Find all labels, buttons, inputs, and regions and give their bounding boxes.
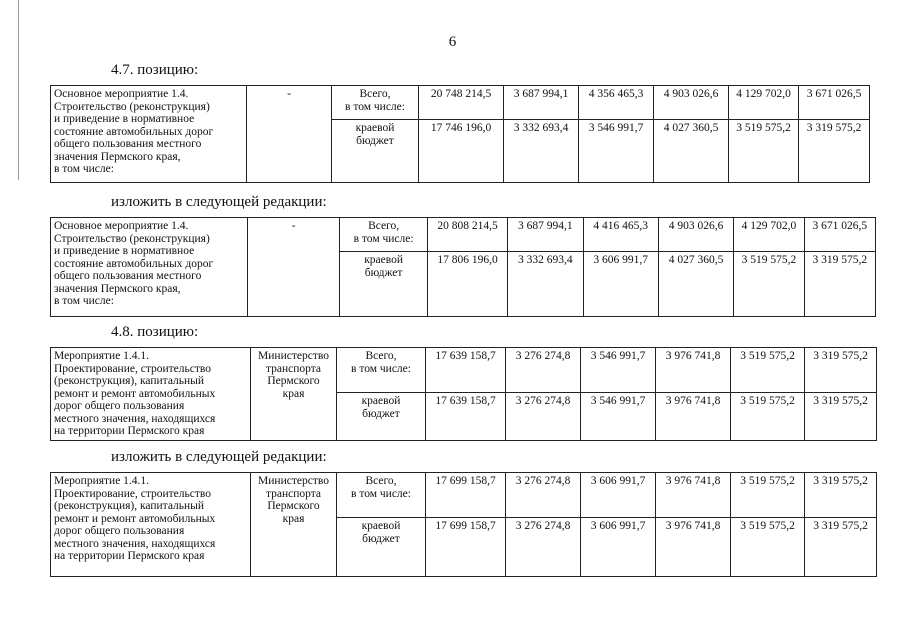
- value-cell: 3 319 575,2: [799, 120, 870, 183]
- value-cell: 3 687 994,1: [508, 218, 583, 252]
- value-cell: 4 903 026,6: [658, 218, 733, 252]
- funding-source: краевой бюджет: [364, 254, 403, 279]
- value-cell: 17 639 158,7: [426, 393, 506, 440]
- value-cell: 17 699 158,7: [426, 518, 506, 577]
- value-cell: 3 546 991,7: [581, 348, 656, 393]
- measure-name: Мероприятие 1.4.1. Проектирование, строительство (реконструкция), капитальный ремонт и ремонт автомобильных дорог общего пользования местного значения, находящихся на территории Пермского края: [54, 475, 216, 562]
- executor: Министерство транспорта Пермского края: [258, 350, 329, 400]
- scan-edge-line: [18, 0, 19, 180]
- value-cell: 4 356 465,3: [579, 86, 654, 120]
- value-cell: 3 519 575,2: [729, 120, 799, 183]
- table-4-7-new: [50, 217, 876, 317]
- value-cell: 3 519 575,2: [731, 518, 805, 577]
- funding-source-cell: [337, 393, 426, 440]
- value-cell: 3 671 026,5: [799, 86, 870, 120]
- table-4-7-old: [50, 85, 870, 183]
- value-cell: 3 276 274,8: [506, 348, 581, 393]
- value-cell: 3 546 991,7: [581, 393, 656, 440]
- value-cell: 3 976 741,8: [656, 393, 731, 440]
- funding-source-cell: [337, 473, 426, 518]
- table-row: [51, 86, 870, 120]
- executor-cell: [251, 473, 337, 577]
- value-cell: 4 416 465,3: [583, 218, 658, 252]
- value-cell: 3 276 274,8: [506, 393, 581, 440]
- measure-name-cell: [51, 348, 251, 441]
- measure-name: Основное мероприятие 1.4. Строительство (реконструкция) и приведение в нормативное состояние автомобильных дорог общего пользования местного значения Пермского края, в том числе:: [54, 88, 214, 175]
- value-cell: 4 129 702,0: [729, 86, 799, 120]
- funding-source: Всего, в том числе:: [353, 220, 414, 245]
- measure-name-cell: [51, 218, 248, 317]
- value-cell: 3 276 274,8: [506, 518, 581, 577]
- value-cell: 17 639 158,7: [426, 348, 506, 393]
- value-cell: 3 519 575,2: [731, 348, 805, 393]
- funding-source-cell: [340, 218, 427, 252]
- value-cell: 3 606 991,7: [583, 252, 658, 317]
- value-cell: 17 699 158,7: [426, 473, 506, 518]
- value-cell: 3 976 741,8: [656, 518, 731, 577]
- executor: Министерство транспорта Пермского края: [258, 475, 329, 525]
- value-cell: 3 332 693,4: [504, 120, 579, 183]
- funding-source-cell: [337, 348, 426, 393]
- funding-source: краевой бюджет: [355, 122, 395, 147]
- value-cell: 3 671 026,5: [804, 218, 875, 252]
- funding-source: Всего, в том числе:: [351, 475, 411, 500]
- value-cell: 4 027 360,5: [654, 120, 729, 183]
- funding-source-cell: [332, 86, 419, 120]
- table-4-8-new: [50, 472, 877, 577]
- table-row: [51, 218, 876, 252]
- value-cell: 20 808 214,5: [427, 218, 507, 252]
- value-cell: 3 319 575,2: [805, 348, 877, 393]
- value-cell: 3 332 693,4: [508, 252, 583, 317]
- table-4-8-old: [50, 347, 877, 441]
- heading-4-7: 4.7. позицию:: [111, 62, 199, 78]
- heading-4-8: 4.8. позицию:: [111, 324, 199, 340]
- value-cell: 4 027 360,5: [658, 252, 733, 317]
- value-cell: 3 546 991,7: [579, 120, 654, 183]
- value-cell: 3 319 575,2: [805, 393, 877, 440]
- funding-source-cell: [332, 120, 419, 183]
- executor-cell: [247, 218, 339, 317]
- funding-source: краевой бюджет: [361, 520, 401, 545]
- funding-source-cell: [340, 252, 427, 317]
- executor-cell: [251, 348, 337, 441]
- measure-name: Мероприятие 1.4.1. Проектирование, строительство (реконструкция), капитальный ремонт и ремонт автомобильных дорог общего пользования местного значения, находящихся на территории Пермского края: [54, 350, 216, 437]
- executor: -: [287, 88, 291, 100]
- value-cell: 4 903 026,6: [654, 86, 729, 120]
- measure-name-cell: [51, 86, 247, 183]
- value-cell: 3 519 575,2: [734, 252, 804, 317]
- heading-new-edition-1: изложить в следующей редакции:: [111, 194, 327, 210]
- executor: -: [291, 220, 296, 232]
- page-number: 6: [448, 34, 457, 50]
- value-cell: 3 519 575,2: [731, 393, 805, 440]
- value-cell: 3 687 994,1: [504, 86, 579, 120]
- funding-source-cell: [337, 518, 426, 577]
- funding-source: Всего, в том числе:: [345, 88, 405, 113]
- executor-cell: [247, 86, 332, 183]
- value-cell: 3 319 575,2: [804, 252, 875, 317]
- value-cell: 3 976 741,8: [656, 473, 731, 518]
- value-cell: 17 746 196,0: [419, 120, 504, 183]
- measure-name: Основное мероприятие 1.4. Строительство (реконструкция) и приведение в нормативное состояние автомобильных дорог общего пользования местного значения Пермского края, в том числе:: [54, 220, 214, 307]
- funding-source: краевой бюджет: [361, 395, 401, 420]
- value-cell: 3 606 991,7: [581, 518, 656, 577]
- table-row: [51, 348, 877, 393]
- value-cell: 4 129 702,0: [734, 218, 804, 252]
- value-cell: 20 748 214,5: [419, 86, 504, 120]
- value-cell: 3 606 991,7: [581, 473, 656, 518]
- value-cell: 3 319 575,2: [805, 518, 877, 577]
- heading-new-edition-2: изложить в следующей редакции:: [111, 449, 327, 465]
- measure-name-cell: [51, 473, 251, 577]
- value-cell: 3 319 575,2: [805, 473, 877, 518]
- value-cell: 17 806 196,0: [427, 252, 507, 317]
- value-cell: 3 976 741,8: [656, 348, 731, 393]
- table-row: [51, 473, 877, 518]
- value-cell: 3 276 274,8: [506, 473, 581, 518]
- funding-source: Всего, в том числе:: [351, 350, 411, 375]
- value-cell: 3 519 575,2: [731, 473, 805, 518]
